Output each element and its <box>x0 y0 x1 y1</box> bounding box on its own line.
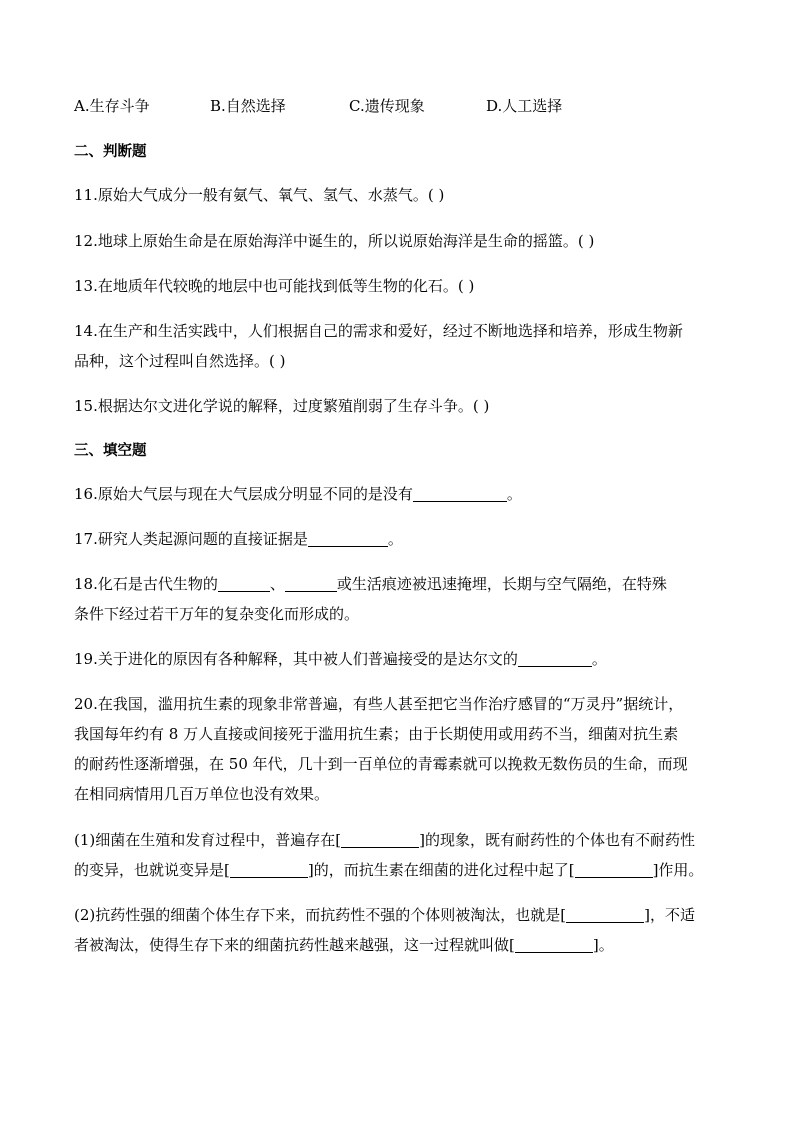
sub2-blank-1[interactable] <box>566 906 644 923</box>
sub2-text-c: 者被淘汰，使得生存下来的细菌抗药性越来越强，这一过程就叫做[ <box>74 936 515 954</box>
sub2-text-a: (2)抗药性强的细菌个体生存下来，而抗药性不强的个体则被淘汰，也就是[ <box>74 906 567 924</box>
sub1-blank-2[interactable] <box>230 861 308 878</box>
q17-text: 17.研究人类起源问题的直接证据是 <box>74 530 308 548</box>
question-20-line3: 的耐药性逐渐增强，在 50 年代，几十到一百单位的青霉素就可以挽救无数伤员的生命，而现 <box>74 755 688 773</box>
q17-end: 。 <box>387 530 403 548</box>
q19-end: 。 <box>591 650 607 668</box>
question-13: 13.在地质年代较晚的地层中也可能找到低等生物的化石。( ) <box>74 277 475 295</box>
option-a[interactable]: A.生存斗争 <box>74 97 150 115</box>
sub2-text-d: ]。 <box>592 936 614 954</box>
q18-text: 18.化石是古代生物的 <box>74 575 218 593</box>
q16-blank[interactable] <box>413 485 507 502</box>
sub1-text-b: ]的现象，既有耐药性的个体也有不耐药性 <box>419 831 695 849</box>
sub2-blank-2[interactable] <box>515 936 593 953</box>
section-fill-title: 三、填空题 <box>74 443 147 459</box>
option-b[interactable]: B.自然选择 <box>210 97 286 115</box>
q18-sep: 、 <box>269 575 285 593</box>
q16-text: 16.原始大气层与现在大气层成分明显不同的是没有 <box>74 485 413 503</box>
q18-blank-1[interactable] <box>218 575 270 592</box>
sub1-text-e: ]作用。 <box>652 861 704 879</box>
question-18-line1 <box>74 573 667 595</box>
q17-blank[interactable] <box>308 530 388 547</box>
q19-blank[interactable] <box>518 650 592 667</box>
option-d[interactable]: D.人工选择 <box>486 97 563 115</box>
sub1-text-d: ]的，而抗生素在细菌的进化过程中起了[ <box>307 861 575 879</box>
question-16 <box>74 483 522 505</box>
q19-text: 19.关于进化的原因有各种解释，其中被人们普遍接受的是达尔文的 <box>74 650 518 668</box>
question-15: 15.根据达尔文进化学说的解释，过度繁殖削弱了生存斗争。( ) <box>74 397 490 415</box>
question-20-line1: 20.在我国，滥用抗生素的现象非常普遍，有些人甚至把它当作治疗感冒的“万灵丹”据统计， <box>74 695 684 713</box>
option-c[interactable]: C.遗传现象 <box>349 97 425 115</box>
q18-blank-2[interactable] <box>285 575 337 592</box>
sub1-text-a: (1)细菌在生殖和发育过程中，普遍存在[ <box>74 831 342 849</box>
question-12: 12.地球上原始生命是在原始海洋中诞生的，所以说原始海洋是生命的摇篮。( ) <box>74 232 595 250</box>
question-20-line2: 我国每年约有 8 万人直接或间接死于滥用抗生素；由于长期使用或用药不当，细菌对抗生素 <box>74 725 679 743</box>
subquestion-2-line1 <box>74 904 695 926</box>
q18-text-rest: 或生活痕迹被迅速掩埋，长期与空气隔绝，在特殊 <box>336 575 667 593</box>
question-14-line2: 品种，这个过程叫自然选择。( ) <box>74 352 286 370</box>
sub1-blank-1[interactable] <box>341 831 419 848</box>
sub1-text-c: 的变异，也就说变异是[ <box>74 861 230 879</box>
question-19 <box>74 648 607 670</box>
question-14-line1: 14.在生产和生活实践中，人们根据自己的需求和爱好，经过不断地选择和培养，形成生物新 <box>74 322 683 340</box>
subquestion-1-line2 <box>74 859 703 881</box>
section-judge-title: 二、判断题 <box>74 144 147 160</box>
question-18-line2: 条件下经过若干万年的复杂变化而形成的。 <box>74 605 360 623</box>
q16-end: 。 <box>506 485 522 503</box>
question-11: 11.原始大气成分一般有氨气、氧气、氢气、水蒸气。( ) <box>74 186 445 204</box>
subquestion-2-line2 <box>74 934 614 956</box>
sub1-blank-3[interactable] <box>575 861 653 878</box>
subquestion-1-line1 <box>74 829 695 851</box>
question-20-line4: 在相同病情用几百万单位也没有效果。 <box>74 785 330 803</box>
sub2-text-b: ]，不适 <box>644 906 695 924</box>
question-17 <box>74 528 403 550</box>
